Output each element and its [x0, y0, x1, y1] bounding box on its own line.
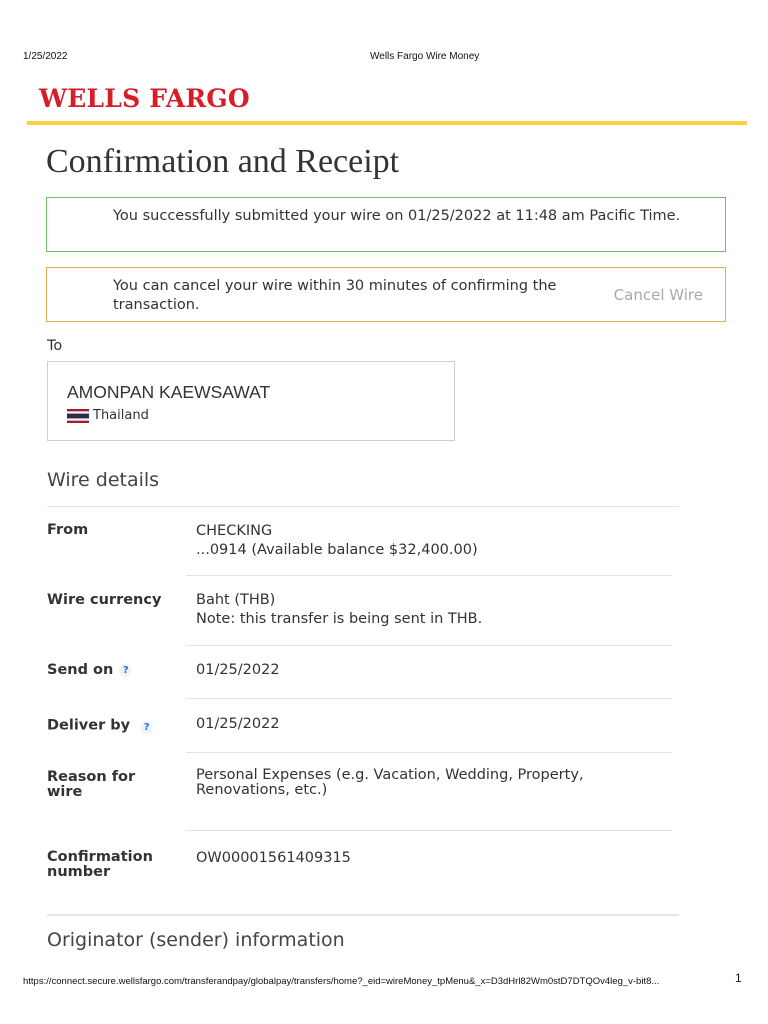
cancel-window-alert	[46, 267, 726, 322]
wire-details-heading: Wire details	[47, 469, 160, 491]
reason-value-line1: Personal Expenses (e.g. Vacation, Wedding, Property,	[196, 767, 584, 783]
reason-for-wire-label	[47, 770, 135, 800]
cancel-window-alert-text: You can cancel your wire within 30 minutes of confirming the transaction.	[113, 278, 557, 313]
row-divider	[186, 698, 672, 699]
confirmation-number-value: OW00001561409315	[196, 850, 351, 866]
reason-value-line2: Renovations, etc.)	[196, 782, 328, 798]
reason-label-line2: wire	[47, 784, 83, 800]
send-on-label	[47, 663, 132, 678]
print-page-number: 1	[735, 971, 742, 985]
confirmation-number-label	[47, 850, 153, 880]
cancel-wire-button[interactable]: Cancel Wire	[613, 286, 703, 304]
success-alert-text: You successfully submitted your wire on 01/25/2022 at 11:48 am Pacific Time.	[113, 208, 681, 224]
recipient-name: AMONPAN KAEWSAWAT	[67, 382, 271, 402]
reason-label-line1: Reason for	[47, 769, 136, 785]
page-title: Confirmation and Receipt	[46, 143, 400, 180]
send-on-label-text: Send on	[47, 662, 114, 678]
success-alert	[46, 197, 726, 252]
confirmation-label-line2: number	[47, 864, 111, 880]
from-account-balance: ...0914 (Available balance $32,400.00)	[196, 542, 478, 558]
section-divider	[47, 914, 679, 916]
row-divider	[186, 830, 672, 831]
to-label: To	[47, 338, 63, 354]
wire-details-divider	[47, 506, 679, 507]
from-account-name: CHECKING	[196, 523, 273, 539]
question-mark-icon[interactable]: ?	[119, 664, 132, 677]
print-date: 1/25/2022	[23, 51, 68, 62]
reason-for-wire-value	[196, 768, 584, 798]
wells-fargo-logo[interactable]: WELLS FARGO	[39, 84, 250, 113]
recipient-country	[67, 408, 149, 423]
wire-currency-name: Baht (THB)	[196, 592, 276, 608]
deliver-by-value: 01/25/2022	[196, 716, 280, 732]
thailand-flag-icon	[67, 409, 89, 423]
send-on-value: 01/25/2022	[196, 662, 280, 678]
recipient-card	[47, 361, 455, 441]
print-page-title: Wells Fargo Wire Money	[370, 51, 480, 62]
wire-currency-label: Wire currency	[47, 592, 162, 608]
confirmation-label-line1: Confirmation	[47, 849, 153, 865]
originator-heading: Originator (sender) information	[47, 929, 345, 951]
deliver-by-label	[47, 717, 153, 734]
row-divider	[186, 752, 672, 753]
question-mark-icon[interactable]: ?	[140, 721, 153, 734]
recipient-country-label: Thailand	[93, 408, 149, 423]
brand-accent-bar	[27, 121, 747, 125]
row-divider	[186, 575, 672, 576]
wire-currency-value	[196, 591, 482, 629]
from-label: From	[47, 522, 89, 538]
from-value	[196, 522, 478, 560]
row-divider	[186, 645, 672, 646]
print-footer-url: https://connect.secure.wellsfargo.com/transferandpay/globalpay/transfers/home?_eid=wireMoney_tpMenu&_x=D3dHrl82Wm0stD7DTQOv4leg_v-bit8...	[23, 976, 660, 987]
deliver-by-label-text: Deliver by	[47, 717, 131, 734]
wire-currency-note: Note: this transfer is being sent in THB.	[196, 611, 483, 627]
